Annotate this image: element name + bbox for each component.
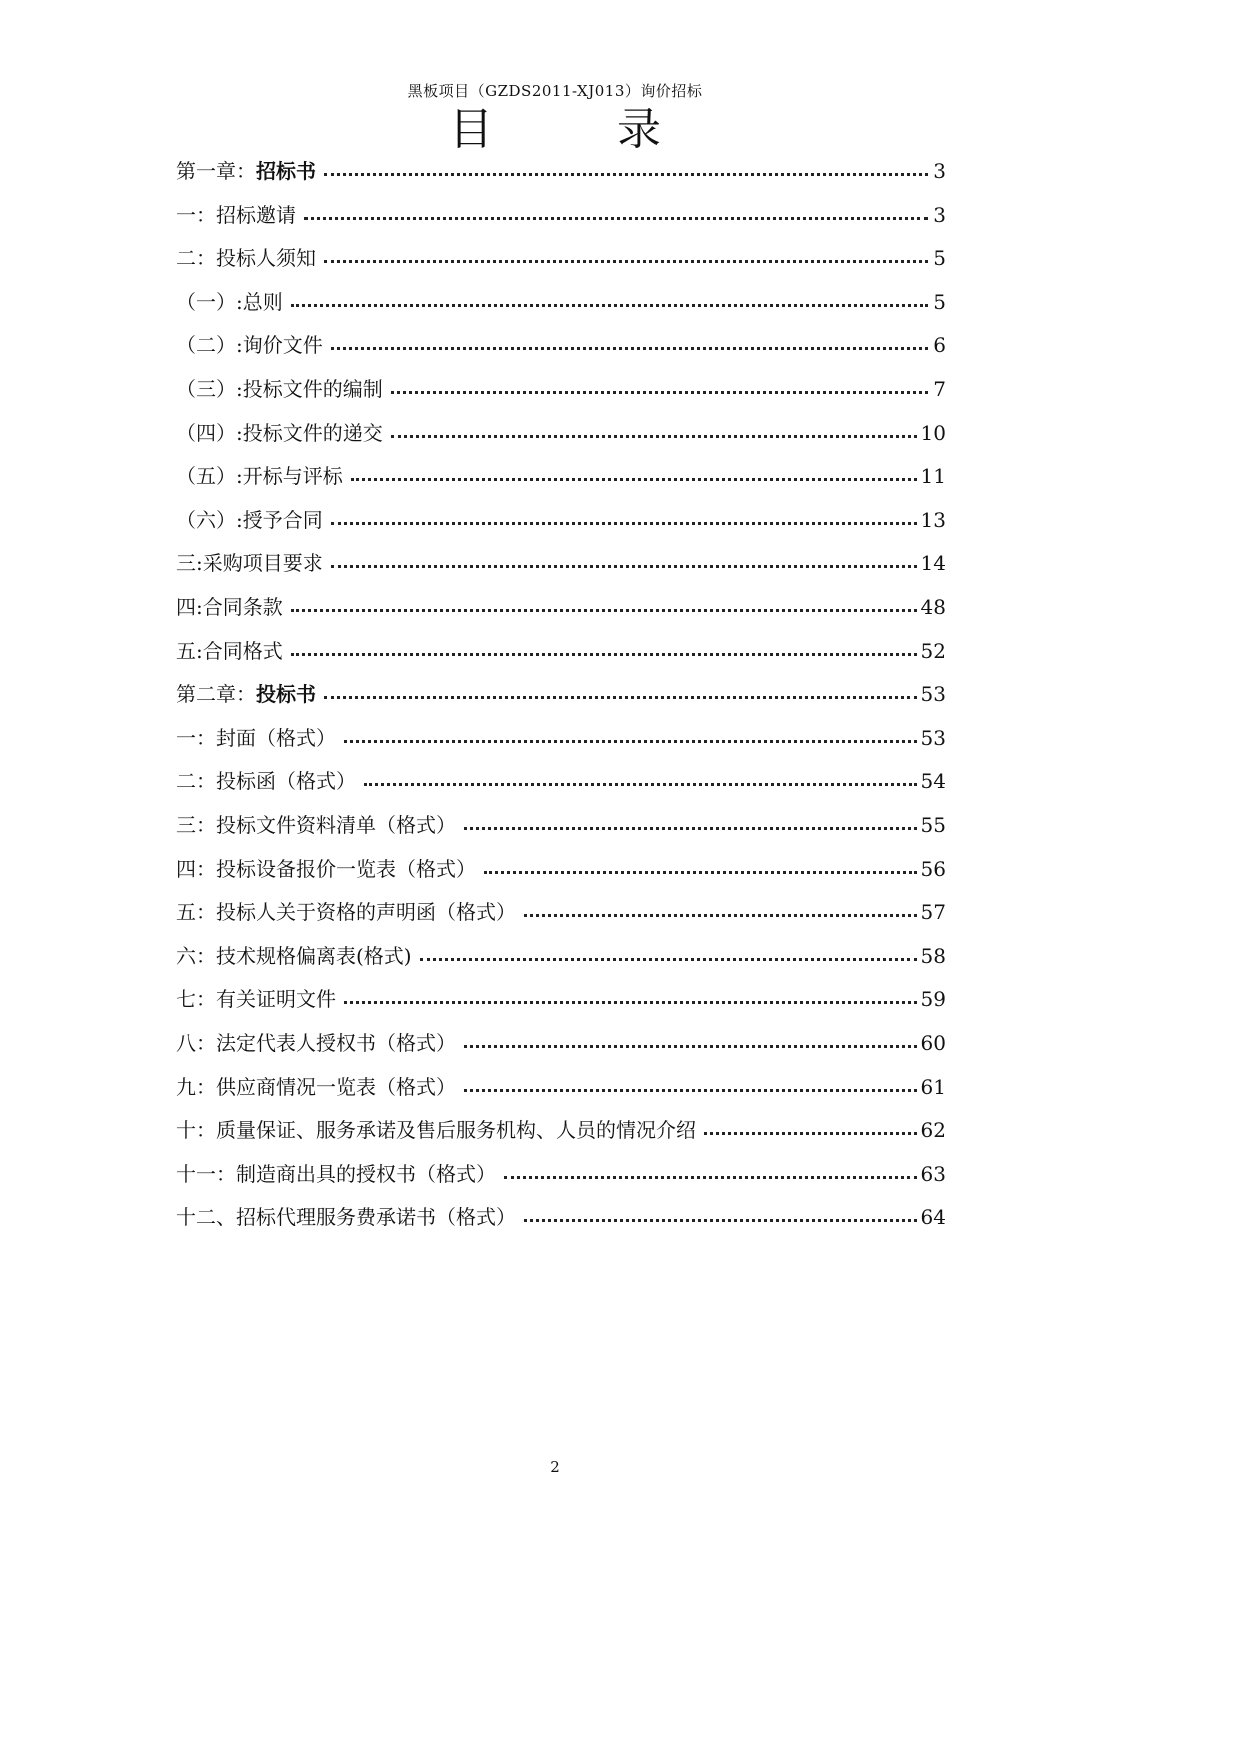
toc-entry-label (176, 550, 323, 576)
toc-page-number: 48 (920, 595, 946, 619)
dot-leader (331, 521, 917, 525)
toc-entry[interactable] (176, 1024, 946, 1056)
dot-leader (391, 434, 917, 438)
section-title: （三）:投标文件的编制 (176, 377, 383, 401)
toc-page-number: 5 (933, 289, 946, 314)
dot-leader (504, 1175, 917, 1179)
toc-page-number: 63 (920, 1161, 946, 1186)
dot-leader (324, 172, 928, 176)
section-title: （一）:总则 (176, 289, 283, 314)
dot-leader (344, 739, 917, 743)
toc-entry[interactable] (176, 239, 946, 271)
toc-entry[interactable] (176, 980, 946, 1012)
section-title: 十一：制造商出具的授权书（格式） (176, 1161, 496, 1186)
section-title: 二：投标人须知 (176, 246, 316, 271)
dot-leader (331, 346, 928, 350)
toc-page-number: 7 (933, 377, 946, 401)
section-title: 七：有关证明文件 (176, 987, 336, 1012)
section-title: 一：封面（格式） (176, 725, 336, 750)
section-title: 五:合同格式 (176, 638, 283, 663)
chapter-title: 投标书 (256, 682, 316, 707)
toc-entry[interactable] (176, 893, 946, 925)
toc-page-number: 53 (920, 725, 946, 750)
section-title: 八：法定代表人授权书（格式） (176, 1031, 456, 1055)
toc-entry[interactable] (176, 414, 946, 446)
dot-leader (291, 608, 917, 612)
toc-entry-label (176, 507, 323, 533)
toc-entry-label (176, 158, 316, 184)
section-title: 十：质量保证、服务承诺及售后服务机构、人员的情况介绍 (176, 1118, 696, 1143)
dot-leader (324, 259, 928, 263)
toc-entry[interactable] (176, 1198, 946, 1230)
toc-page-number: 14 (920, 551, 946, 576)
toc-entry-label (176, 638, 283, 664)
toc-page-number: 60 (920, 1031, 946, 1055)
section-title: 六：技术规格偏离表(格式) (176, 943, 412, 968)
toc-entry-label (176, 899, 516, 925)
toc-page-number: 62 (920, 1118, 946, 1143)
toc-page-number: 53 (920, 682, 946, 707)
toc-page-number: 54 (920, 769, 946, 794)
toc-entry-label (176, 1161, 496, 1187)
toc-entry[interactable] (176, 501, 946, 533)
dot-leader (420, 957, 917, 961)
chapter-prefix: 第二章： (176, 682, 256, 707)
toc-entry-label (176, 725, 336, 751)
toc-entry-label (176, 1030, 456, 1056)
toc-entry-label (176, 812, 456, 838)
toc-entry[interactable] (176, 588, 946, 620)
page-number: 2 (550, 1458, 560, 1476)
toc-page-number: 3 (933, 202, 946, 227)
toc-entry-label (176, 202, 296, 228)
section-title: 四：投标设备报价一览表（格式） (176, 856, 476, 881)
toc-entry-label (176, 594, 283, 620)
toc-page-number: 5 (933, 246, 946, 271)
toc-entry[interactable] (176, 675, 946, 707)
toc-entry[interactable] (176, 1111, 946, 1143)
toc-page-number: 3 (933, 159, 946, 183)
toc-entry[interactable] (176, 850, 946, 882)
dot-leader (324, 695, 917, 699)
section-title: 一：招标邀请 (176, 202, 296, 227)
toc-entry-label (176, 245, 316, 271)
toc-entry[interactable] (176, 1155, 946, 1187)
dot-leader (464, 1088, 917, 1092)
toc-entry[interactable] (176, 937, 946, 969)
toc-page-number: 58 (920, 943, 946, 968)
toc-entry[interactable] (176, 152, 946, 184)
toc-entry-label (176, 289, 283, 315)
section-title: 九：供应商情况一览表（格式） (176, 1074, 456, 1099)
dot-leader (304, 216, 928, 220)
toc-entry[interactable] (176, 283, 946, 315)
section-title: 十二、招标代理服务费承诺书（格式） (176, 1205, 516, 1230)
toc-page-number: 13 (920, 507, 946, 532)
toc-entry-label (176, 463, 343, 489)
toc-page-number: 6 (933, 333, 946, 358)
toc-page-number: 10 (920, 420, 946, 445)
toc-entry-label (176, 681, 316, 707)
toc-entry[interactable] (176, 719, 946, 751)
section-title: （四）:投标文件的递交 (176, 420, 383, 445)
section-title: 三：投标文件资料清单（格式） (176, 813, 456, 837)
toc-entry-label (176, 376, 383, 402)
chapter-title: 招标书 (256, 159, 316, 183)
toc-page-number: 64 (920, 1205, 946, 1230)
chapter-prefix: 第一章： (176, 159, 256, 183)
toc-entry[interactable] (176, 762, 946, 794)
toc-entry[interactable] (176, 370, 946, 402)
section-title: 三:采购项目要求 (176, 551, 323, 576)
dot-leader (524, 1218, 917, 1222)
toc-entry-label (176, 332, 323, 358)
toc-entry[interactable] (176, 544, 946, 576)
dot-leader (291, 652, 917, 656)
toc-entry-label (176, 1204, 516, 1230)
toc-page-number: 59 (920, 987, 946, 1012)
toc-entry[interactable] (176, 457, 946, 489)
toc-entry[interactable] (176, 632, 946, 664)
dot-leader (351, 477, 917, 481)
toc-page-number: 52 (920, 638, 946, 663)
toc-entry-label (176, 986, 336, 1012)
section-title: （二）:询价文件 (176, 333, 323, 358)
toc-entry-label (176, 420, 383, 446)
dot-leader (331, 564, 917, 568)
section-title: 五：投标人关于资格的声明函（格式） (176, 900, 516, 925)
toc-page-number: 55 (920, 813, 946, 837)
section-title: 二：投标函（格式） (176, 769, 356, 794)
dot-leader (344, 1000, 917, 1004)
dot-leader (484, 870, 917, 874)
toc-entry-label (176, 768, 356, 794)
toc-page-number: 61 (920, 1074, 946, 1099)
toc-entry-label (176, 1074, 456, 1100)
toc-entry[interactable] (176, 1068, 946, 1100)
toc-entry[interactable] (176, 326, 946, 358)
toc-page-number: 57 (920, 900, 946, 925)
toc-entry[interactable] (176, 806, 946, 838)
dot-leader (391, 390, 928, 394)
toc-entry[interactable] (176, 196, 946, 228)
toc-entry-label (176, 943, 412, 969)
dot-leader (291, 303, 928, 307)
section-title: （六）:授予合同 (176, 507, 323, 532)
section-title: 四:合同条款 (176, 595, 283, 619)
dot-leader (464, 826, 917, 830)
section-title: （五）:开标与评标 (176, 464, 343, 489)
dot-leader (364, 782, 917, 786)
running-header: 黑板项目（GZDS2011-XJ013）询价招标 (407, 82, 703, 100)
dot-leader (524, 913, 917, 917)
toc-entry-label (176, 1117, 696, 1143)
dot-leader (704, 1131, 917, 1135)
toc-title: 目 录 (449, 104, 701, 155)
toc-page-number: 56 (920, 856, 946, 881)
toc-entry-label (176, 856, 476, 882)
dot-leader (464, 1044, 917, 1048)
toc-page-number: 11 (920, 464, 946, 489)
